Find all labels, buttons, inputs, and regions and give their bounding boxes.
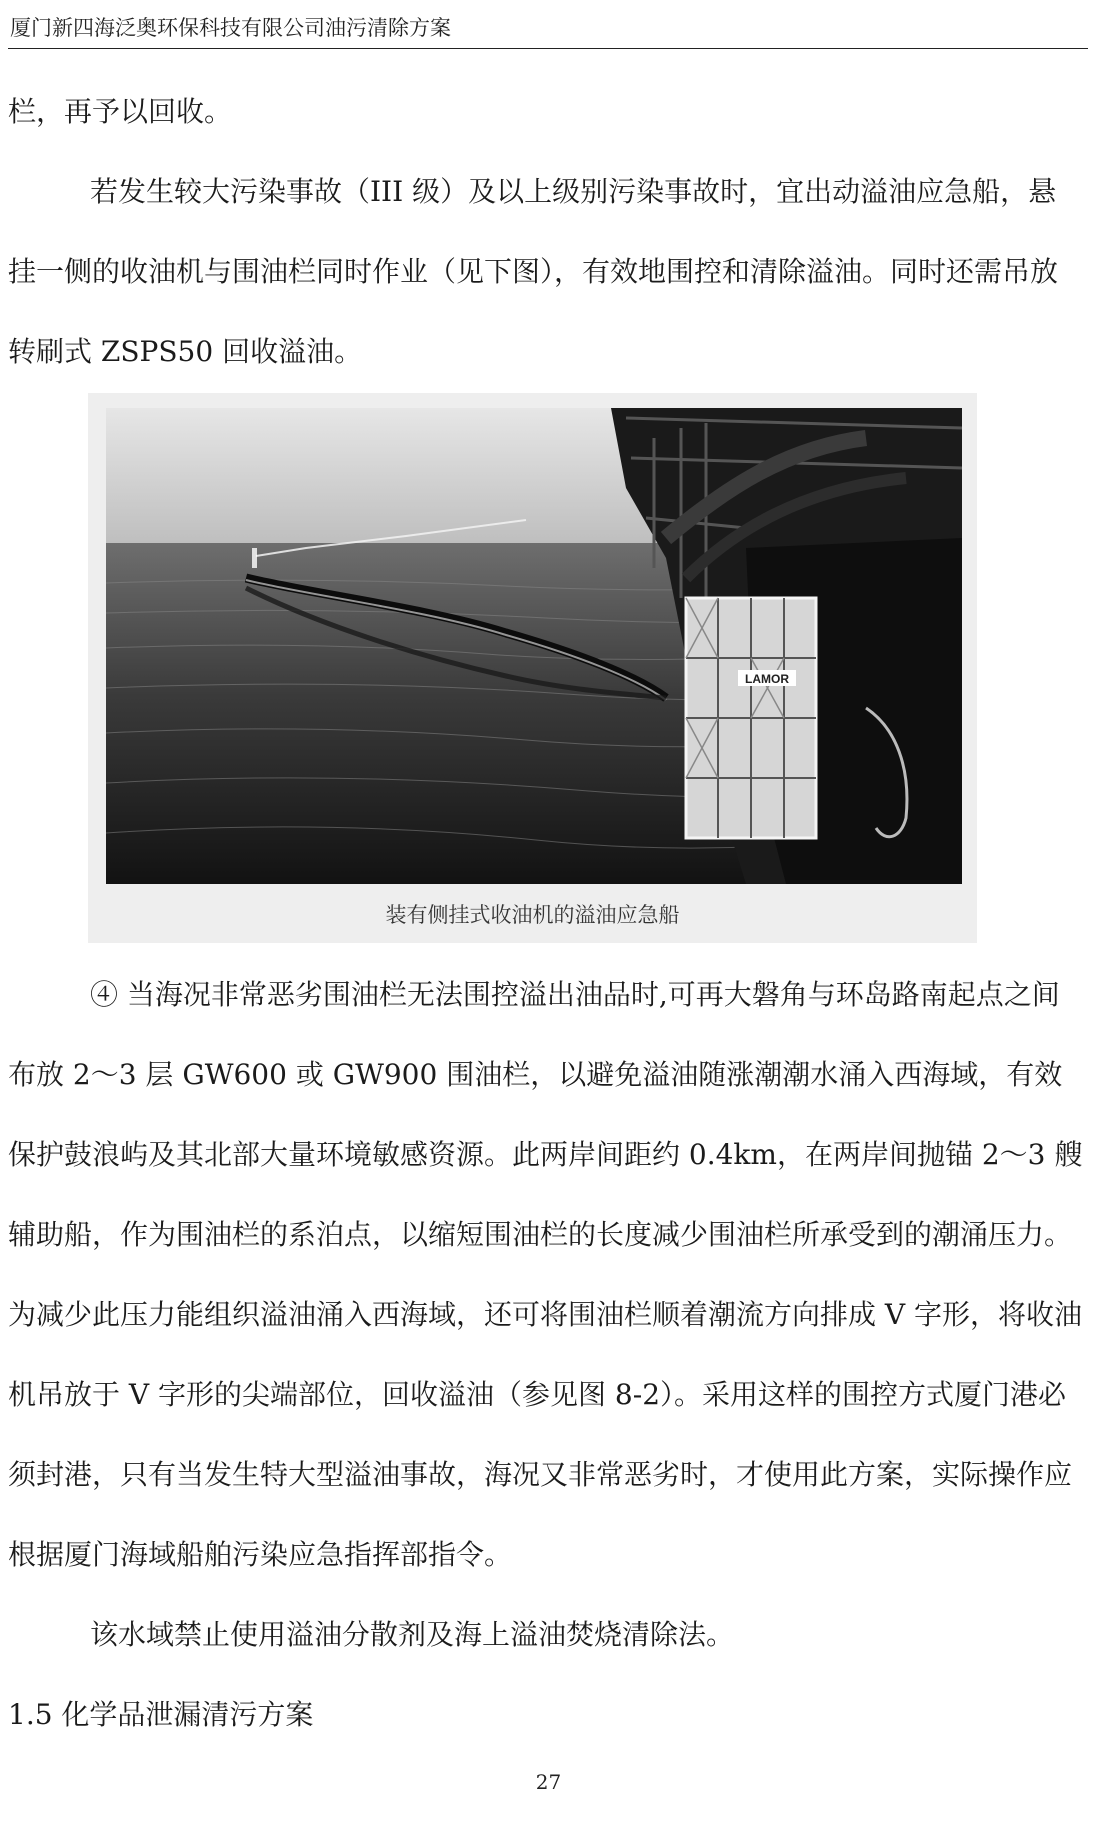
- body-text-top: [8, 72, 1084, 392]
- paragraph: 栏，再予以回收。: [8, 95, 233, 128]
- paragraph: 该水域禁止使用溢油分散剂及海上溢油焚烧清除法。: [90, 1618, 735, 1651]
- paragraph: ④ 当海况非常恶劣围油栏无法围控溢出油品时,可再大磐角与环岛路南起点之间布放 2～3 层 GW600 或 GW900 围油栏，以避免溢油随涨潮潮水涌入西海域，有效保护鼓浪屿及其北部大量环境敏感资源。此两岸间距约 0.4km，在两岸间抛锚 2～3 艘辅助船，作为围油栏的系泊点，以缩短围油栏的长度减少围油栏所承受到的潮涌压力。为减少此压力能组织溢油涌入西海域，还可将围油栏顺着潮流方向排成 V 字形，将收油机吊放于 V 字形的尖端部位，回收溢油（参见图 8-2）。采用这样的围控方式厦门港必须封港，只有当发生特大型溢油事故，海况又非常恶劣时，才使用此方案，实际操作应根据厦门海域船舶污染应急指挥部指令。: [8, 978, 1083, 1571]
- figure-caption: 装有侧挂式收油机的溢油应急船: [385, 903, 680, 927]
- figure: [88, 393, 977, 943]
- paragraph: 若发生较大污染事故（III 级）及以上级别污染事故时，宜出动溢油应急船，悬挂一侧的收油机与围油栏同时作业（见下图），有效地围控和清除溢油。同时还需吊放转刷式 ZSPS50 回收溢油。: [8, 175, 1059, 368]
- section-heading: 1.5 化学品泄漏清污方案: [8, 1698, 314, 1731]
- photo-illustration: [106, 408, 962, 884]
- skimmer-label: LAMOR: [745, 672, 789, 686]
- header-title: 厦门新四海泛奥环保科技有限公司油污清除方案: [10, 16, 451, 40]
- page-header: [8, 6, 1088, 49]
- body-text-bottom: [8, 955, 1084, 1755]
- photo-oil-recovery-vessel: [106, 408, 962, 884]
- page-number: 27: [535, 1770, 562, 1794]
